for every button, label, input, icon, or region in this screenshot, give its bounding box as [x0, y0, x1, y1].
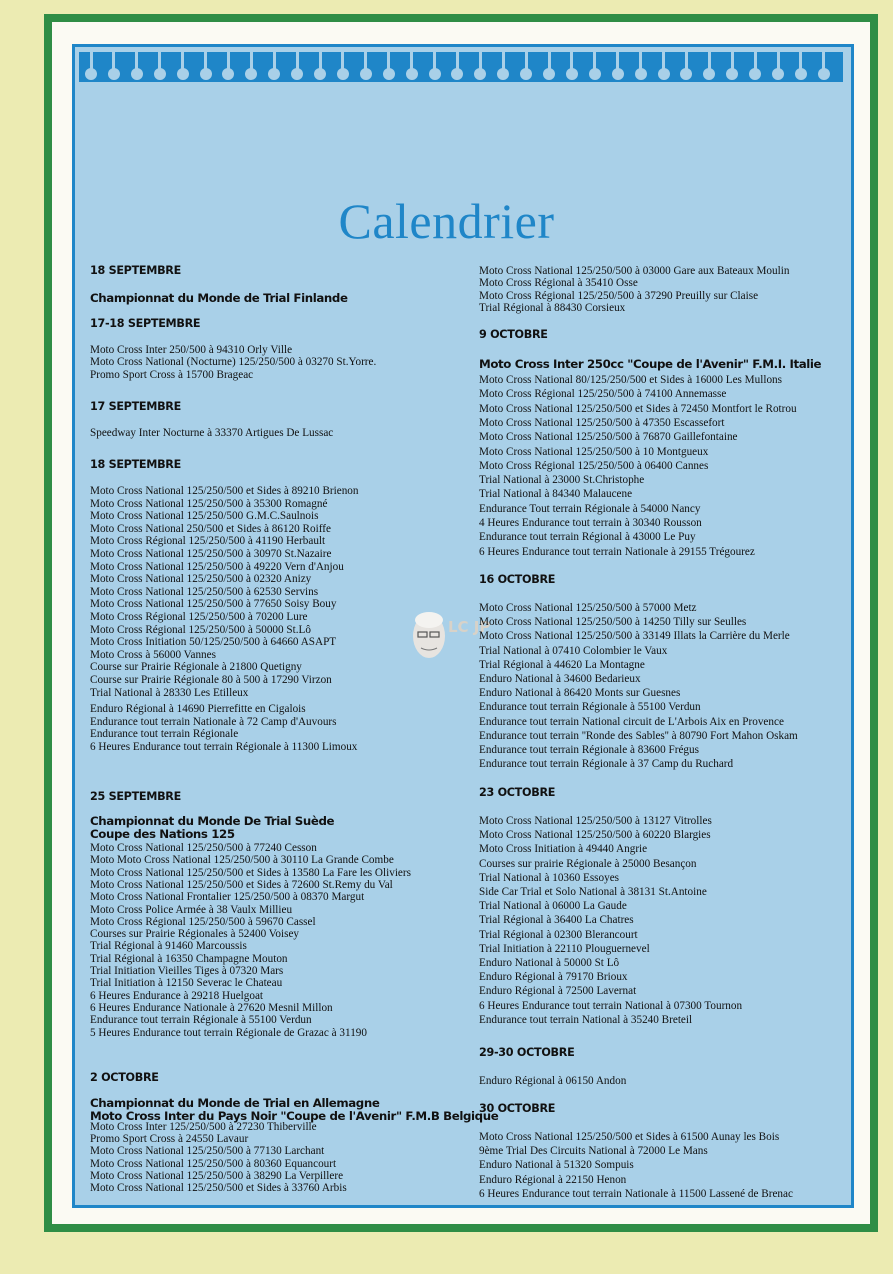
binding-tick	[90, 52, 93, 70]
binding-tick	[433, 52, 436, 70]
section-date: 18 SEPTEMBRE	[90, 458, 181, 471]
list-item: Moto Cross National 125/250/500 à 49220 Vern d'Anjou	[90, 560, 344, 573]
list-item: Moto Cross Régional 125/250/500 à 70200 Lure	[90, 611, 308, 623]
list-item: Enduro National à 50000 St Lô	[479, 957, 620, 969]
list-item: Endurance tout terrain Régionale à 55100 Verdun	[479, 701, 701, 714]
list-item: Moto Cross Police Armée à 38 Vaulx Millieu	[90, 903, 293, 916]
section-date: 25 SEPTEMBRE	[90, 790, 181, 803]
list-item: Endurance tout terrain Régional à 43000 Le Puy	[479, 531, 696, 544]
list-item: Moto Cross National 125/250/500 et Sides à 33760 Arbis	[90, 1182, 347, 1194]
list-item: 6 Heures Endurance tout terrain Régionale à 11300 Limoux	[90, 741, 358, 753]
binding-tick	[731, 52, 734, 70]
binding-tick	[112, 52, 115, 70]
list-item: Moto Cross à 56000 Vannes	[90, 648, 216, 661]
list-item: Moto Cross National 125/250/500 à 77240 Cesson	[90, 842, 317, 854]
binding-tick	[799, 52, 802, 70]
list-item: Moto Cross National 125/250/500 à 77130 Larchant	[90, 1145, 325, 1158]
binding-tick	[822, 52, 825, 70]
list-item: Moto Cross National 125/250/500 à 35300 Romagné	[90, 497, 328, 510]
list-item: Trial Régional à 91460 Marcoussis	[90, 940, 247, 953]
list-item: Speedway Inter Nocturne à 33370 Artigues De Lussac	[90, 427, 334, 439]
event-title: Coupe des Nations 125	[90, 827, 235, 841]
list-item: Course sur Prairie Régionale à 21800 Quetigny	[90, 661, 302, 674]
list-item: Moto Cross National 125/250/500 à 57000 Metz	[479, 602, 697, 614]
binding-tick	[777, 52, 780, 70]
list-item: Endurance tout terrain Régionale à 37 Camp du Ruchard	[479, 758, 734, 771]
section-date: 30 OCTOBRE	[479, 1102, 556, 1115]
list-item: Trial Régional à 16350 Champagne Mouton	[90, 952, 288, 965]
list-item: Endurance Tout terrain Régionale à 54000 Nancy	[479, 502, 701, 515]
page-title: Calendrier	[338, 192, 555, 249]
list-item: Endurance tout terrain Nationale à 72 Camp d'Auvours	[90, 715, 337, 728]
binding-tick	[135, 52, 138, 70]
watermark-photo	[405, 606, 491, 668]
list-item: Moto Cross Régional 125/250/500 à 41190 Herbault	[90, 535, 326, 548]
binding-tick	[204, 52, 207, 70]
list-item: 6 Heures Endurance tout terrain Nationale à 29155 Trégourez	[479, 545, 755, 558]
list-item: Trial Régional à 88430 Corsieux	[479, 302, 626, 315]
event-title: Championnat du Monde De Trial Suède	[90, 814, 335, 828]
section-date: 9 OCTOBRE	[479, 328, 548, 341]
binding-tick	[593, 52, 596, 70]
event-title: Moto Cross Inter du Pays Noir "Coupe de l'Avenir" F.M.B Belgique	[90, 1109, 499, 1123]
list-item: Moto Cross Régional à 35410 Osse	[479, 277, 638, 290]
list-item: Enduro National à 86420 Monts sur Guesnes	[479, 687, 681, 700]
list-item: 6 Heures Endurance tout terrain National à 07300 Tournon	[479, 999, 743, 1012]
binding-tick	[754, 52, 757, 70]
event-title: Championnat du Monde de Trial en Allemagne	[90, 1096, 380, 1110]
binding-tick	[319, 52, 322, 70]
list-item: Endurance tout terrain Régionale à 83600 Frégus	[479, 744, 699, 756]
list-item: Promo Sport Cross à 24550 Lavaur	[90, 1133, 249, 1146]
list-item: Moto Cross Initiation à 49440 Angrie	[479, 843, 648, 856]
list-item: Moto Moto Cross National 125/250/500 à 30110 La Grande Combe	[90, 854, 394, 867]
list-item: 4 Heures Endurance tout terrain à 30340 Rousson	[479, 517, 702, 529]
list-item: Moto Cross National 250/500 et Sides à 86120 Roiffe	[90, 522, 331, 535]
list-item: Trial Initiation à 22110 Plouguernevel	[479, 942, 650, 955]
list-item: Trial Régional à 36400 La Chatres	[479, 914, 634, 927]
list-item: Moto Cross National 125/250/500 à 38290 La Verpillere	[90, 1169, 344, 1182]
section-date: 17-18 SEPTEMBRE	[90, 317, 201, 330]
list-item: Moto Cross Inter 125/250/500 à 27230 Thiberville	[90, 1121, 317, 1133]
list-item: Enduro National à 34600 Bedarieux	[479, 673, 641, 685]
binding-tick	[181, 52, 184, 70]
list-item: Moto Cross National 125/250/500 à 62530 Servins	[90, 585, 319, 598]
list-item: 6 Heures Endurance Nationale à 27620 Mesnil Millon	[90, 1001, 333, 1014]
binding-tick	[273, 52, 276, 70]
binding-tick	[708, 52, 711, 70]
binding-tick	[410, 52, 413, 70]
list-item: Endurance tout terrain Régionale à 55100 Verdun	[90, 1014, 312, 1027]
list-item: 6 Heures Endurance à 29218 Huelgoat	[90, 989, 264, 1002]
section-date: 23 OCTOBRE	[479, 786, 556, 799]
list-item: Moto Cross National 125/250/500 à 02320 Anizy	[90, 573, 312, 586]
section-date: 2 OCTOBRE	[90, 1071, 159, 1084]
event-title: Moto Cross Inter 250cc "Coupe de l'Avenir" F.M.I. Italie	[479, 357, 822, 371]
list-item: Moto Cross National 125/250/500 à 77650 Soisy Bouy	[90, 598, 337, 611]
binding-tick	[341, 52, 344, 70]
list-item: Trial Initiation à 12150 Severac le Chateau	[90, 977, 283, 990]
list-item: Endurance tout terrain Régionale	[90, 728, 239, 741]
list-item: Moto Cross National 125/250/500 à 03000 Gare aux Bateaux Moulin	[479, 265, 790, 277]
binding-tick	[570, 52, 573, 70]
list-item: Moto Cross National 125/250/500 à 13127 Vitrolles	[479, 815, 712, 827]
list-item: Moto Cross National 125/250/500 et Sides à 13580 La Fare les Oliviers	[90, 866, 411, 879]
binding-tick	[525, 52, 528, 70]
list-item: Trial National à 07410 Colombier le Vaux	[479, 644, 668, 657]
list-item: Moto Cross Inter 250/500 à 94310 Orly Ville	[90, 344, 293, 356]
list-item: Enduro Régional à 79170 Brioux	[479, 971, 628, 984]
list-item: 9ème Trial Des Circuits National à 72000 Le Mans	[479, 1145, 708, 1158]
list-item: Trial National à 10360 Essoyes	[479, 871, 620, 884]
section-date: 29-30 OCTOBRE	[479, 1046, 575, 1059]
binding-tick	[158, 52, 161, 70]
list-item: Moto Cross National 125/250/500 à 30970 St.Nazaire	[90, 548, 332, 560]
binding-tick	[685, 52, 688, 70]
list-item: Side Car Trial et Solo National à 38131 St.Antoine	[479, 886, 707, 898]
binding-tick	[616, 52, 619, 70]
binding-tick	[227, 52, 230, 70]
list-item: Trial National à 06000 La Gaude	[479, 900, 627, 913]
list-item: Endurance tout terrain National à 35240 Breteil	[479, 1013, 693, 1026]
list-item: Endurance tout terrain National circuit de L'Arbois Aix en Provence	[479, 715, 784, 728]
list-item: Endurance tout terrain ''Ronde des Sables'' à 80790 Fort Mahon Oskam	[479, 729, 798, 742]
list-item: Moto Cross National 125/250/500 à 33149 Illats la Carrière du Merle	[479, 630, 790, 643]
binding-tick	[662, 52, 665, 70]
list-item: Enduro Régional à 22150 Henon	[479, 1173, 627, 1186]
list-item: Moto Cross National 125/250/500 G.M.C.Saulnois	[90, 510, 319, 523]
list-item: Moto Cross National Frontalier 125/250/500 à 08370 Margut	[90, 891, 365, 904]
list-item: Enduro Régional à 14690 Pierrefitte en Cigalois	[90, 703, 306, 716]
list-item: Moto Cross National 125/250/500 à 80360 Equancourt	[90, 1157, 337, 1170]
list-item: Course sur Prairie Régionale 80 à 500 à 17290 Virzon	[90, 674, 332, 686]
list-item: Courses sur prairie Régionale à 25000 Besançon	[479, 857, 697, 870]
list-item: Moto Cross National 80/125/250/500 et Sides à 16000 Les Mullons	[479, 374, 782, 386]
section-date: 17 SEPTEMBRE	[90, 400, 181, 413]
list-item: Enduro National à 51320 Sompuis	[479, 1159, 634, 1172]
binding-tick	[456, 52, 459, 70]
list-item: Promo Sport Cross à 15700 Brageac	[90, 368, 254, 381]
list-item: Trial National à 23000 St.Christophe	[479, 474, 645, 487]
list-item: Trial National à 84340 Malaucene	[479, 488, 633, 501]
binding-tick	[387, 52, 390, 70]
binding-tick	[250, 52, 253, 70]
list-item: Moto Cross National 125/250/500 à 60220 Blargies	[479, 829, 711, 842]
binding-tick	[502, 52, 505, 70]
list-item: Moto Cross National 125/250/500 et Sides à 89210 Brienon	[90, 485, 359, 497]
binding-tick	[639, 52, 642, 70]
binding-tick	[548, 52, 551, 70]
list-item: Moto Cross Initiation 50/125/250/500 à 64660 ASAPT	[90, 636, 337, 649]
list-item: Moto Cross National 125/250/500 à 76870 Gaillefontaine	[479, 431, 738, 444]
list-item: Moto Cross Régional 125/250/500 à 50000 St.Lô	[90, 623, 311, 636]
binding-tick	[296, 52, 299, 70]
list-item: Moto Cross National (Nocturne) 125/250/500 à 03270 St.Yorre.	[90, 356, 377, 369]
section-date: 18 SEPTEMBRE	[90, 264, 181, 277]
list-item: 6 Heures Endurance tout terrain Nationale à 11500 Lassené de Brenac	[479, 1187, 793, 1200]
binding-tick	[479, 52, 482, 70]
list-item: Courses sur Prairie Régionales à 52400 Voisey	[90, 928, 300, 941]
list-item: Moto Cross National 125/250/500 et Sides à 61500 Aunay les Bois	[479, 1131, 780, 1143]
watermark-text: LC JP	[448, 618, 491, 636]
section-date: 16 OCTOBRE	[479, 573, 556, 586]
list-item: Moto Cross Régional 125/250/500 à 37290 Preuilly sur Claise	[479, 289, 759, 302]
list-item: Moto Cross National 125/250/500 à 10 Montgueux	[479, 445, 709, 458]
list-item: Moto Cross National 125/250/500 à 14250 Tilly sur Seulles	[479, 616, 747, 629]
list-item: Moto Cross Régional 125/250/500 à 74100 Annemasse	[479, 388, 727, 401]
list-item: Moto Cross National 125/250/500 à 47350 Escassefort	[479, 416, 725, 429]
list-item: Enduro Régional à 72500 Lavernat	[479, 985, 637, 998]
list-item: 5 Heures Endurance tout terrain Régionale de Grazac à 31190	[90, 1026, 367, 1039]
list-item: Moto Cross Régional 125/250/500 à 06400 Cannes	[479, 459, 709, 472]
list-item: Trial Régional à 44620 La Montagne	[479, 658, 645, 671]
list-item: Trial National à 28330 Les Etilleux	[90, 686, 249, 699]
list-item: Trial Initiation Vieilles Tiges à 07320 Mars	[90, 965, 284, 977]
list-item: Trial Régional à 02300 Blerancourt	[479, 928, 638, 941]
event-title: Championnat du Monde de Trial Finlande	[90, 291, 348, 305]
binding-tick	[364, 52, 367, 70]
list-item: Moto Cross National 125/250/500 et Sides à 72450 Montfort le Rotrou	[479, 402, 797, 415]
list-item: Moto Cross Régional 125/250/500 à 59670 Cassel	[90, 915, 316, 928]
list-item: Moto Cross National 125/250/500 et Sides à 72600 St.Remy du Val	[90, 878, 393, 891]
list-item: Enduro Régional à 06150 Andon	[479, 1075, 627, 1087]
